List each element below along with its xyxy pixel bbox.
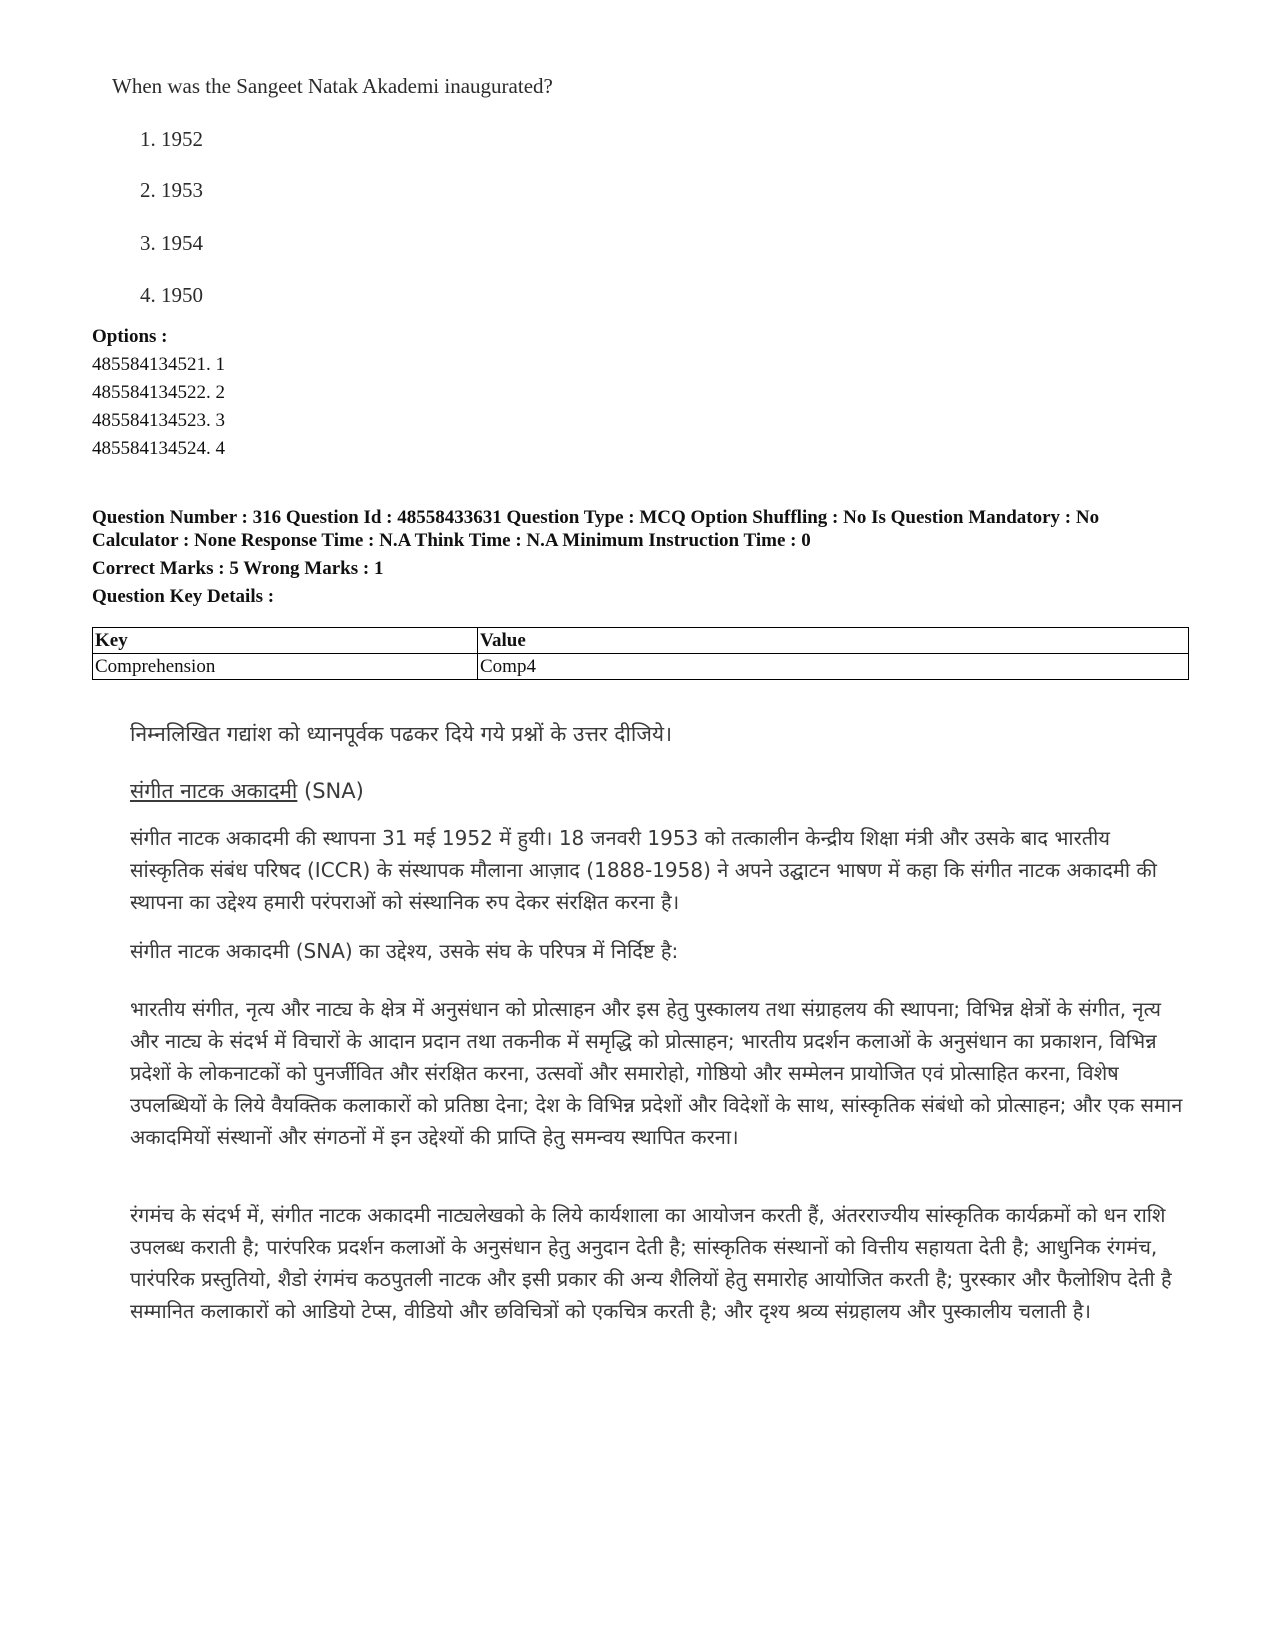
question-choice-2: 2. 1953: [140, 178, 203, 202]
table-header-row: [93, 628, 1189, 654]
passage-paragraph-1: संगीत नाटक अकादमी की स्थापना 31 मई 1952 में हुयी। 18 जनवरी 1953 को तत्कालीन केन्द्रीय शिक्षा मंत्री और उसके बाद भारतीय सांस्कृतिक संबंध परिषद (ICCR) के संस्थापक मौलाना आज़ाद (1888-1958) ने अपने उद्घाटन भाषण में कहा कि संगीत नाटक अकादमी की स्थापना का उद्देश्य हमारी परंपराओं को संस्थानिक रुप देकर संरक्षित करना है।: [130, 826, 1157, 914]
table-header-value: Value: [478, 628, 1189, 654]
key-details-heading: Question Key Details :: [92, 586, 275, 607]
option-item-4: 485584134524. 4: [92, 438, 225, 459]
option-item-3: 485584134523. 3: [92, 410, 225, 431]
passage-title-suffix: (SNA): [297, 779, 364, 803]
option-item-2: 485584134522. 2: [92, 382, 225, 403]
table-cell-key: Comprehension: [93, 654, 478, 680]
table-header-key: Key: [93, 628, 478, 654]
passage-instruction: निम्नलिखित गद्यांश को ध्यानपूर्वक पढकर दिये गये प्रश्नों के उत्तर दीजिये।: [130, 722, 673, 746]
passage-paragraph-4: रंगमंच के संदर्भ में, संगीत नाटक अकादमी नाट्यलेखको के लिये कार्यशाला का आयोजन करती हैं, अंतरराज्यीय सांस्कृतिक कार्यक्रमों को धन राशि उपलब्ध कराती है; पारंपरिक प्रदर्शन कलाओं के अनुसंधान हेतु अनुदान देती है; सांस्कृतिक संस्थानों को वित्तीय सहायता देती है; आधुनिक रंगमंच, पारंपरिक प्रस्तुतियो, शैडो रंगमंच कठपुतली नाटक और इसी प्रकार की अन्य शैलियों हेतु समारोह आयोजित करती है; पुरस्कार और फैलोशिप देती है सम्मानित कलाकारों को आडियो टेप्स, वीडियो और छविचित्रों को एकचित्र करती है; और दृश्य श्रव्य संग्रहालय और पुस्कालीय चलाती है।: [130, 1203, 1172, 1323]
passage-title: [130, 777, 1190, 805]
passage-paragraph-2: संगीत नाटक अकादमी (SNA) का उद्देश्य, उसके संघ के परिपत्र में निर्दिष्ट है:: [130, 939, 679, 963]
key-details-table: [92, 627, 1189, 680]
question-choice-3: 3. 1954: [140, 231, 203, 255]
question-meta: Question Number : 316 Question Id : 48558433631 Question Type : MCQ Option Shuffling : No Is Question Mandatory : No Calculator : None Response Time : N.A Think Time : N.A Minimum Instruction Time : 0: [92, 507, 1100, 551]
option-item-1: 485584134521. 1: [92, 354, 225, 375]
question-choice-4: 4. 1950: [140, 283, 203, 307]
question-choice-1: 1. 1952: [140, 127, 203, 151]
passage-title-main: संगीत नाटक अकादमी: [130, 779, 298, 803]
passage-paragraph-3: भारतीय संगीत, नृत्य और नाट्य के क्षेत्र में अनुसंधान को प्रोत्साहन और इस हेतु पुस्कालय तथा संग्राहलय की स्थापना; विभिन्न क्षेत्रों के संगीत, नृत्य और नाट्य के संदर्भ में विचारों के आदान प्रदान तथा तकनीक में समृद्धि को प्रोत्साहन; भारतीय प्रदर्शन कलाओं के अनुसंधान का प्रकाशन, विभिन्न प्रदेशों के लोकनाटकों को पुनर्जीवित और संरक्षित करना, उत्सवों और समारोहो, गोष्ठियो और सम्मेलन प्रायोजित एवं प्रोत्साहित करना, विशेष उपलब्धियों के लिये वैयक्तिक कलाकारों को प्रतिष्ठा देना; देश के विभिन्न प्रदेशों और विदेशों के साथ, सांस्कृतिक संबंधो को प्रोत्साहन; और एक समान अकादमियों संस्थानों और संगठनों में इन उद्देश्यों की प्राप्ति हेतु समन्वय स्थापित करना।: [130, 997, 1183, 1149]
question-text: When was the Sangeet Natak Akademi inaugurated?: [112, 74, 553, 98]
marks-line: Correct Marks : 5 Wrong Marks : 1: [92, 558, 384, 579]
table-cell-value: Comp4: [478, 654, 1189, 680]
table-row: [93, 654, 1189, 680]
options-heading: Options :: [92, 326, 168, 347]
